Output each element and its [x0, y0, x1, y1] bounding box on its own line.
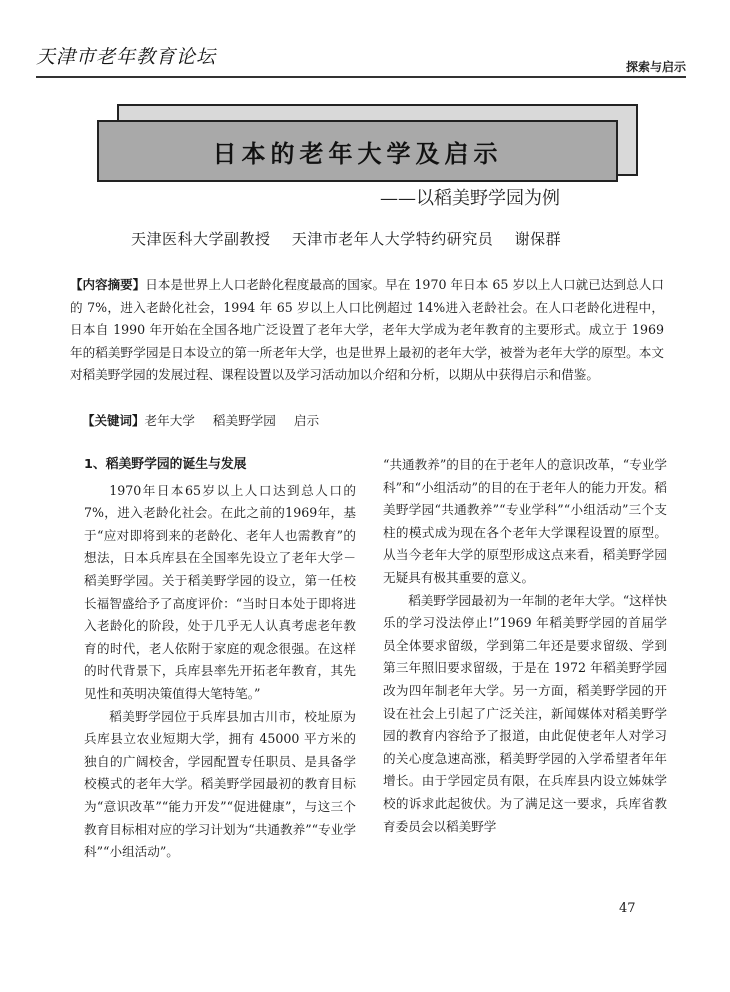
keyword-item: 启示: [293, 413, 320, 428]
author-line: [131, 228, 561, 249]
body-column-right: [383, 454, 667, 838]
abstract: [70, 274, 664, 387]
abstract-text: 日本是世界上人口老龄化程度最高的国家。早在 1970 年日本 65 岁以上人口就已达到总人口的 7%，进入老龄化社会，1994 年 65 岁以上人口比例超过 14%进入老龄社会。在人口老龄化进程中，日本自 1990 年开始在全国各地广泛设置了老年大学，老年大学成为老年教育的主要形式。成立于 1969 年的稻美野学园是日本设立的第一所老年大学，也是世界上最初的老年大学，被誉为老年大学的原型。本文对稻美野学园的发展过程、课程设置以及学习活动加以介绍和分析，以期从中获得启示和借鉴。: [70, 277, 664, 383]
article-subtitle: ——以稻美野学园为例: [380, 188, 560, 209]
section-label: 探索与启示: [625, 60, 686, 74]
body-paragraph: “共通教养”的目的在于老年人的意识改革，“专业学科”和“小组活动”的目的在于老年人的能力开发。稻美野学园“共通教养”“专业学科”“小组活动”三个支柱的模式成为现在各个老年大学课程设置的原型。从当今老年大学的原型形成这点来看，稻美野学园无疑具有极其重要的意义。: [383, 457, 667, 585]
author-name: 谢保群: [514, 230, 562, 248]
author-affiliation-2: 天津市老年人大学特约研究员: [291, 230, 494, 248]
article-title: 日本的老年大学及启示: [212, 139, 503, 168]
body-paragraph: 1970年日本65岁以上人口达到总人口的7%，进入老龄化社会。在此之前的1969年，基于“应对即将到来的老龄化、老年人也需教育”的想法，日本兵库县在全国率先设立了老年大学－稻美野学园。关于稻美野学园的设立，第一任校长福智盛给予了高度评价：“当时日本处于即将进入老龄化的阶段，处于几乎无人认真考虑老年教育的时代，老人依附于家庭的观念很强。在这样的时代背景下，兵库县率先开拓老年教育，其先见性和英明决策值得大笔特笔。”: [84, 482, 356, 701]
author-affiliation-1: 天津医科大学副教授: [131, 230, 271, 248]
keywords: [82, 410, 319, 432]
section-heading: 1、稻美野学园的诞生与发展: [84, 457, 247, 472]
page-number: 47: [619, 901, 636, 916]
keyword-item: 稻美野学园: [212, 413, 276, 428]
header-divider: [36, 76, 686, 78]
journal-masthead: 天津市老年教育论坛: [36, 46, 217, 68]
keywords-label: 【关键词】: [82, 413, 145, 428]
keyword-item: 老年大学: [144, 413, 195, 428]
body-paragraph: 稻美野学园位于兵库县加古川市，校址原为兵库县立农业短期大学，拥有 45000 平方米的独自的广阔校舍，学园配置专任职员、是具备学校模式的老年大学。稻美野学园最初的教育目标为“意识改革”“能力开发”“促进健康”，与这三个教育目标相对应的学习计划为“共通教养”“专业学科”“小组活动”。: [84, 708, 356, 860]
body-column-left: [84, 454, 356, 864]
body-paragraph: 稻美野学园最初为一年制的老年大学。“这样快乐的学习没法停止!”1969 年稻美野学园的首届学员全体要求留级，学到第二年还是要求留级、学到第三年照旧要求留级，于是在 1972 年稻美野学园改为四年制老年大学。另一方面，稻美野学园的开设在社会上引起了广泛关注，新闻媒体对稻美野学园的教育内容给予了报道，由此促使老年人对学习的关心度急速高涨，稻美野学园的入学希望者年年增长。由于学园定员有限，在兵库县内设立姊妹学校的诉求此起彼伏。为了满足这一要求，兵库省教育委员会以稻美野学: [383, 592, 667, 834]
title-banner: [97, 120, 618, 182]
abstract-label: 【内容摘要】: [70, 277, 146, 292]
